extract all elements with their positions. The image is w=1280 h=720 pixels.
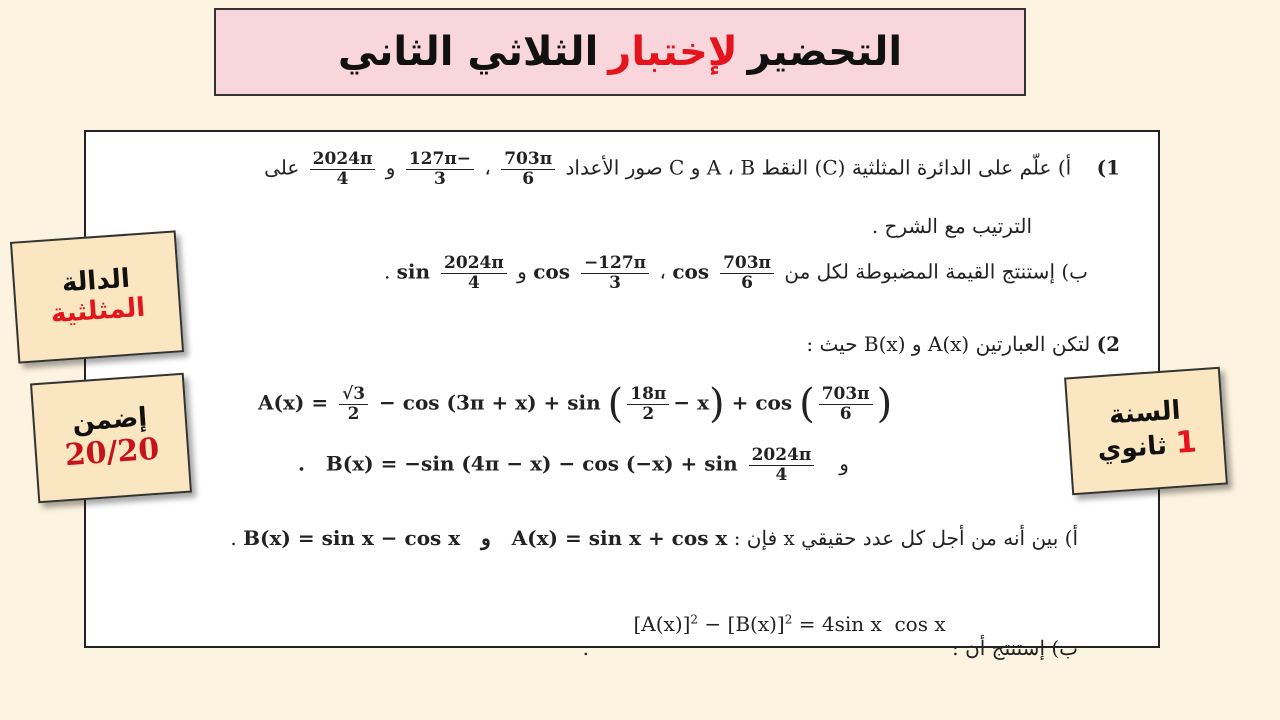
guarantee-line1: إضمن [71, 402, 149, 438]
page-title [214, 8, 1026, 96]
level-number: 1 [1174, 424, 1198, 461]
q1a-text: علّم على الدائرة المثلثية (C) النقط A ، B و C صور الأعداد [565, 155, 1052, 180]
level-line2 [1096, 425, 1198, 466]
q2-line [806, 332, 1120, 356]
sin-2024: sin $\frac{2024\pi}{4}$ [397, 254, 511, 292]
q1a-label: أ) [1057, 155, 1072, 180]
exercise-card [84, 130, 1160, 660]
title-part2: الثلاثي الثاني [337, 29, 599, 75]
q2b-text: إستنتج أن : [951, 636, 1045, 660]
q2a-label: أ) [1064, 526, 1078, 550]
formula-b: . B(x) = −sin (4π − x) − cos (−x) + sin $\frac{2024\pi}{4}$ و [298, 445, 849, 485]
title-part1: التحضير [747, 29, 903, 75]
q2-number: 2) [1096, 332, 1120, 356]
q2a-text: بين أنه من أجل كل عدد حقيقي x فإن : [733, 526, 1059, 550]
comma: ، [484, 155, 491, 180]
formula-a: A(x) = $\frac{√3}{2}$ − cos (3π + x) + sin ( $\frac{18\pi}{2}$ − x) + cos ( $\frac{703\pi}{6}$ ) [258, 381, 893, 427]
cos-703: cos $\frac{703\pi}{6}$ [672, 254, 778, 292]
q2-text: لتكن العبارتين A(x) و B(x) حيث : [806, 332, 1091, 356]
topic-line2: المثلثية [49, 292, 147, 330]
q2b-math: $[A(x)]^2 - [B(x)]^2 = 4\sin$ x cos x [633, 612, 946, 636]
level-card [1064, 367, 1228, 496]
fraction-neg127pi-3: $\frac{-127\pi}{3}$ [406, 150, 474, 188]
cos-neg127: cos $\frac{-127\pi}{3}$ [533, 254, 653, 292]
q1a-line2: الترتيب مع الشرح . [871, 214, 1032, 238]
level-line1: السنة [1108, 395, 1182, 431]
q1a-tail: على [264, 155, 300, 180]
guarantee-score: 20/20 [63, 431, 161, 473]
topic-line1: الدالة [60, 263, 131, 299]
fraction-2024pi-4: $\frac{2024\pi}{4}$ [310, 150, 376, 188]
guarantee-card [30, 373, 192, 503]
fraction-703pi-6: $\frac{703\pi}{6}$ [501, 150, 555, 188]
q2b-line: ب) إستنتج أن : $[A(x)]^2 - [B(x)]^2 = 4\sin$ x cos x . [583, 588, 1078, 660]
level-word: ثانوي [1096, 430, 1168, 466]
q2a-math: B(x) = sin x − cos x و A(x) = sin x + cos x [243, 526, 728, 550]
title-highlight: لإختبار [608, 29, 738, 75]
and-word: و [385, 155, 396, 180]
topic-card [10, 230, 184, 363]
q1-number: 1) [1096, 155, 1120, 180]
q2b-label: ب) [1051, 636, 1078, 660]
q2a-line: أ) بين أنه من أجل كل عدد حقيقي x فإن : B(x) = sin x − cos x و A(x) = sin x + cos x . [230, 526, 1078, 550]
q1a-line [264, 150, 1120, 188]
q1b-text: إستنتج القيمة المضبوطة لكل من [784, 259, 1055, 284]
q1b-line: ب) إستنتج القيمة المضبوطة لكل من cos $\frac{703\pi}{6}$ ، cos $\frac{-127\pi}{3}$ و sin $\frac{2024\pi}{4}$ . [383, 253, 1088, 293]
q1b-label: ب) [1061, 259, 1088, 284]
